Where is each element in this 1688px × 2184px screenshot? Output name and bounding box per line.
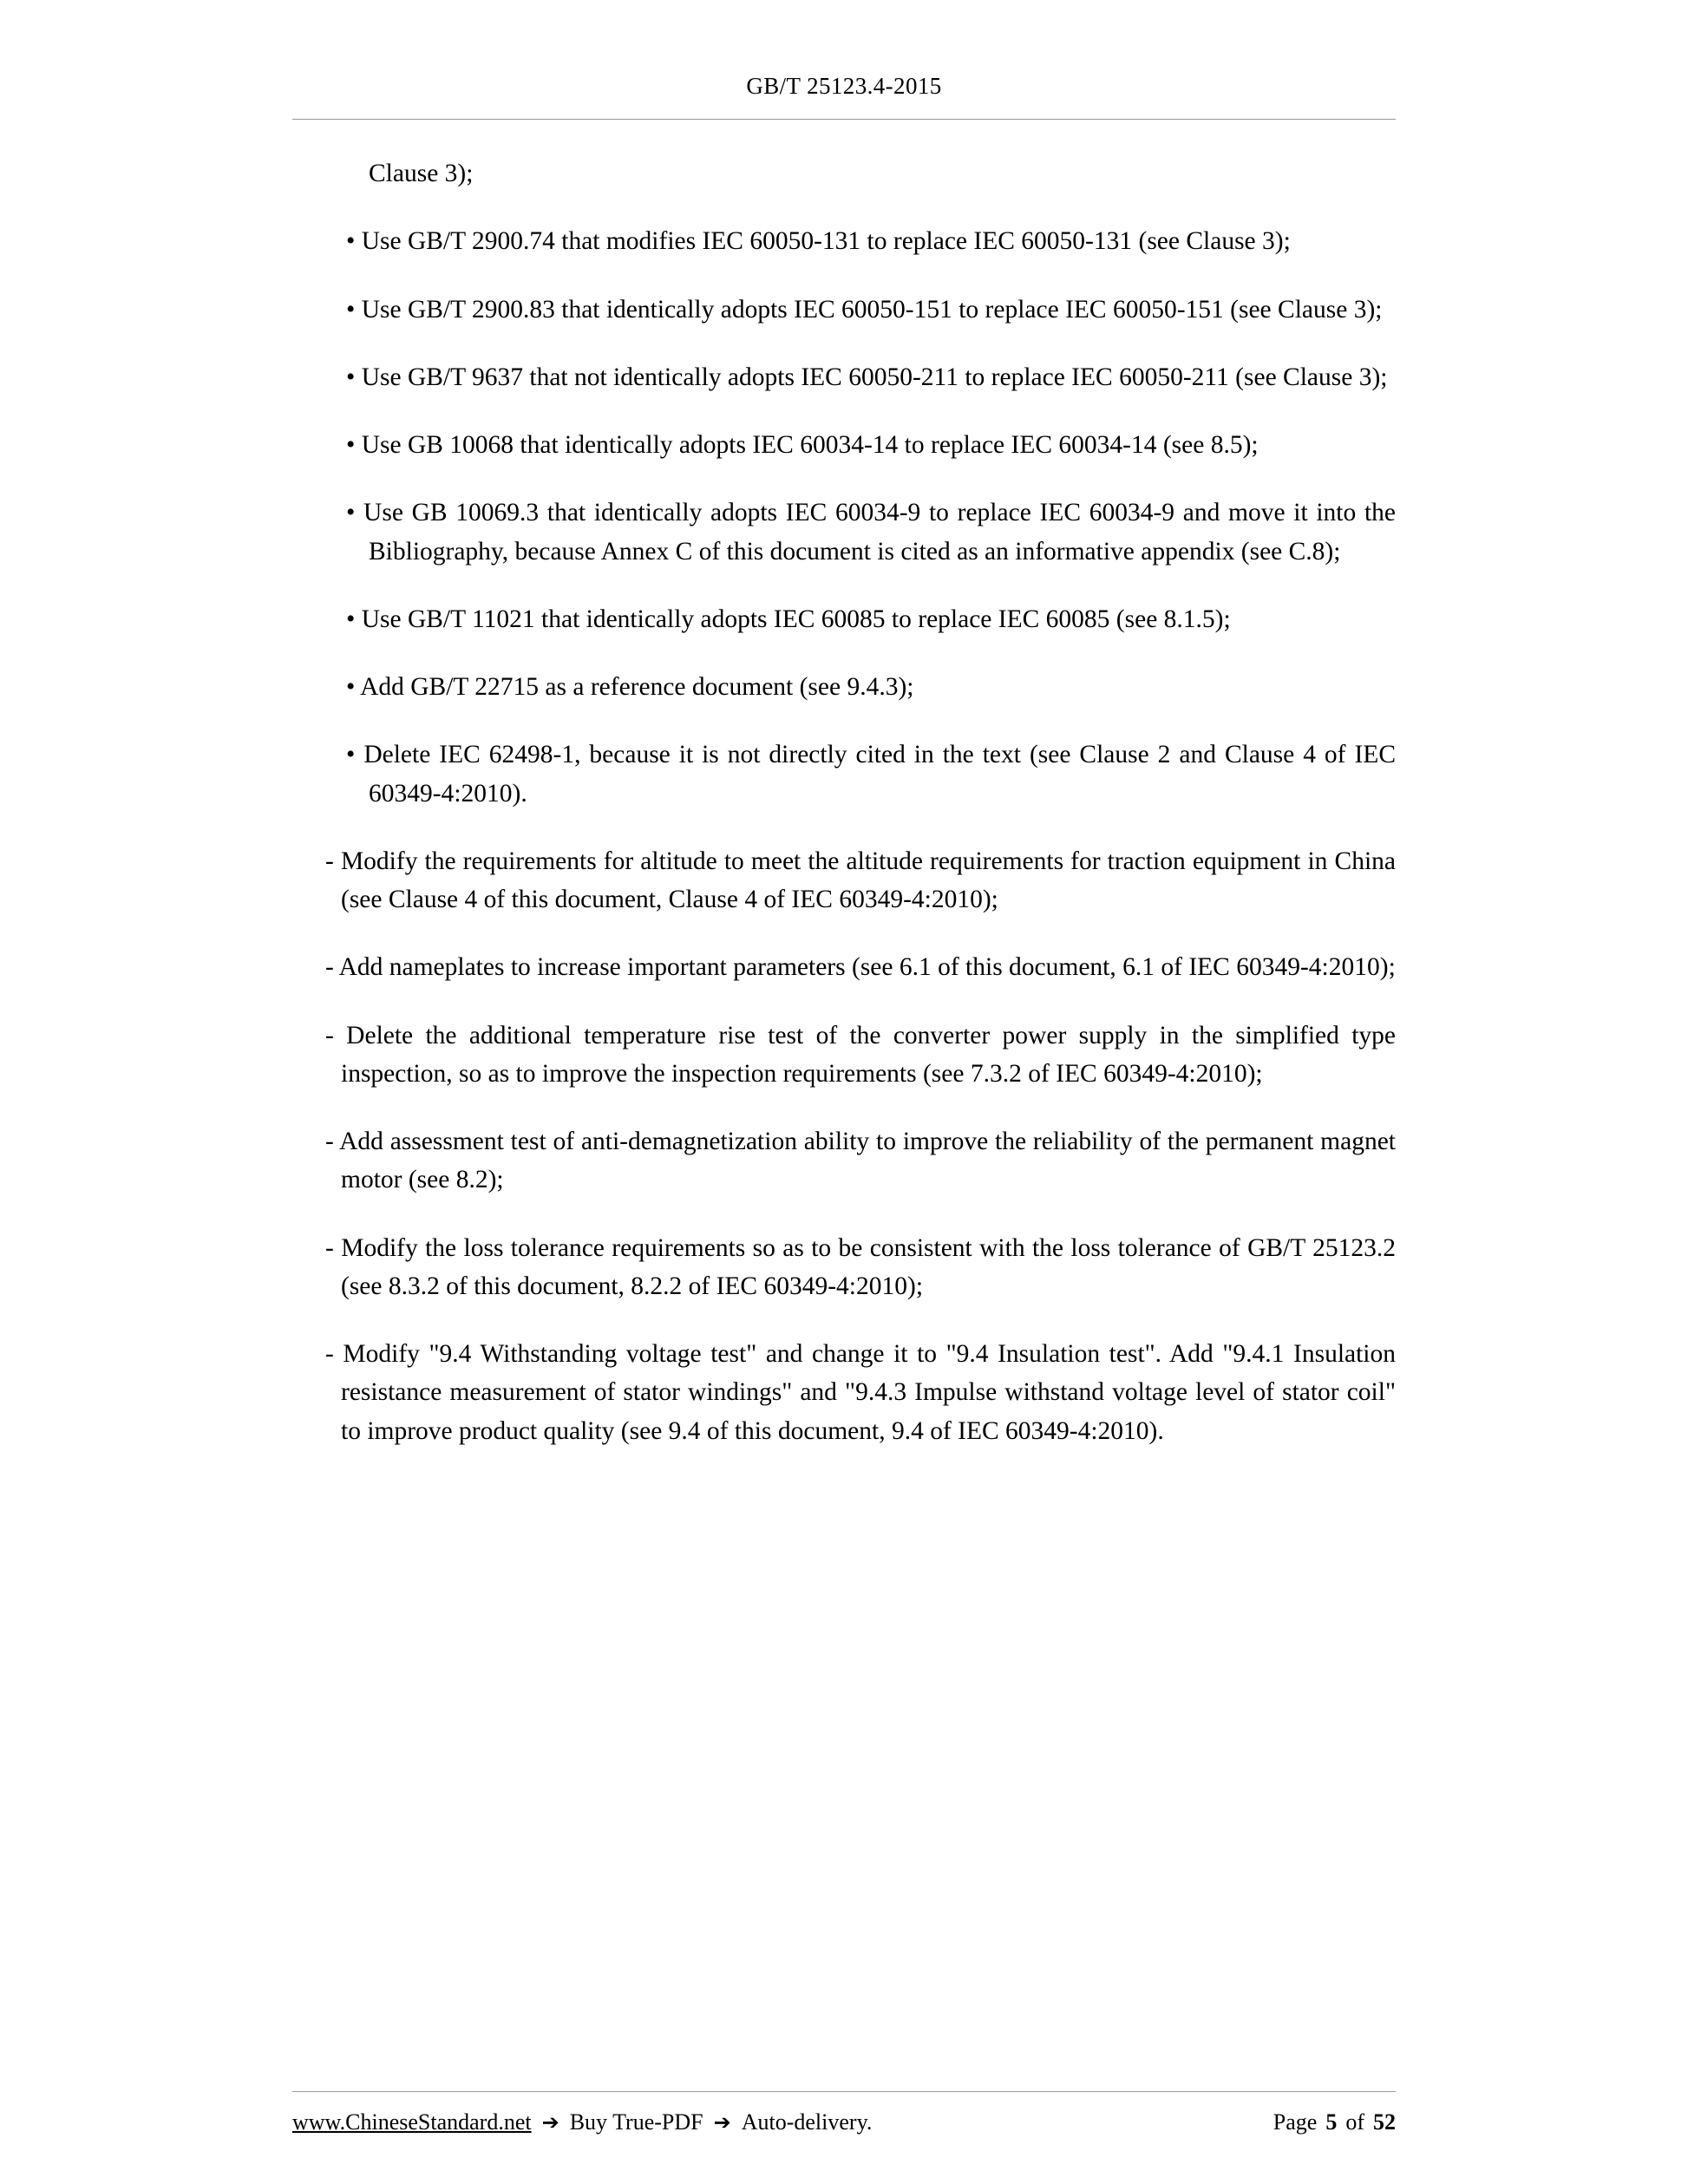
list-item-text: Add assessment test of anti-demagnetization ability to improve the reliability of the permanent magnet motor (see 8.2); <box>339 1128 1396 1194</box>
list-item-text: Use GB/T 2900.83 that identically adopts IEC 60050-151 to replace IEC 60050-151 (see Clause 3); <box>361 295 1383 324</box>
bullet-marker: • <box>346 295 356 324</box>
list-item-text: Add GB/T 22715 as a reference document (see 9.4.3); <box>360 673 914 701</box>
list-item <box>292 1335 1396 1450</box>
list-item-text: Use GB/T 2900.74 that modifies IEC 60050-131 to replace IEC 60050-131 (see Clause 3); <box>361 227 1291 256</box>
bullet-marker: • <box>346 605 356 633</box>
list-item-text: Delete the additional temperature rise test of the converter power supply in the simplified type inspection, so as to improve the inspection requirements (see 7.3.2 of IEC 60349-4:2010); <box>341 1021 1397 1088</box>
list-item <box>292 948 1396 986</box>
list-item <box>292 1017 1396 1094</box>
list-item-text: Add nameplates to increase important parameters (see 6.1 of this document, 6.1 of IEC 60349-4:2010); <box>338 953 1396 982</box>
continuation-line: Clause 3); <box>369 160 474 187</box>
standard-number: GB/T 25123.4-2015 <box>746 73 942 99</box>
list-item <box>292 222 1396 260</box>
list-item <box>292 668 1396 706</box>
list-item-text: Modify the requirements for altitude to meet the altitude requirements for traction equipment in China (see Clause 4 of this document, Clause 4 of IEC 60349-4:2010); <box>340 847 1397 913</box>
page-content <box>292 120 1396 1450</box>
arrow-right-icon: ➔ <box>541 2110 559 2135</box>
dash-marker: - <box>325 953 334 982</box>
footer-row <box>292 2109 1396 2135</box>
bullet-marker: • <box>346 741 356 769</box>
dash-marker: - <box>325 1128 334 1155</box>
list-item <box>292 494 1396 571</box>
buy-pdf-label[interactable]: Buy True-PDF <box>569 2109 703 2135</box>
list-item <box>292 426 1396 464</box>
list-item <box>292 1229 1396 1306</box>
page-number: 5 <box>1325 2109 1338 2135</box>
website-link[interactable]: www.ChineseStandard.net <box>292 2109 532 2135</box>
dash-marker: - <box>325 1233 334 1262</box>
page-total: 52 <box>1373 2109 1396 2135</box>
arrow-right-icon: ➔ <box>713 2110 731 2135</box>
bullet-marker: • <box>346 673 356 701</box>
list-item-text: Use GB/T 9637 that not identically adopts IEC 60050-211 to replace IEC 60050-211 (see Clause 3); <box>361 363 1388 391</box>
list-item <box>292 600 1396 638</box>
list-item-text: Modify "9.4 Withstanding voltage test" and change it to "9.4 Insulation test". Add "9.4.1 Insulation resistance measurement of stator windings" and "9.4.3 Impulse withstand voltage level of stator coil" to improve product quality (see 9.4 of this document, 9.4 of IEC 60349-4:2010). <box>341 1340 1397 1445</box>
list-item-text: Modify the loss tolerance requirements so as to be consistent with the loss tolerance of GB/T 25123.2 (see 8.3.2 of this document, 8.2.2 of IEC 60349-4:2010); <box>341 1233 1396 1300</box>
of-label: of <box>1345 2109 1364 2135</box>
bullet-marker: • <box>346 363 356 391</box>
footer-left-group <box>292 2109 872 2135</box>
list-item <box>292 358 1396 396</box>
page-footer <box>0 2091 1688 2184</box>
list-item <box>292 842 1396 919</box>
dash-marker: - <box>325 847 334 875</box>
page-label: Page <box>1273 2109 1318 2135</box>
bullet-marker: • <box>346 431 356 459</box>
dash-marker: - <box>325 1340 334 1368</box>
bullet-marker: • <box>346 227 356 256</box>
dash-marker: - <box>325 1021 334 1049</box>
list-item-text: Use GB 10069.3 that identically adopts IEC 60034-9 to replace IEC 60034-9 and move it into the Bibliography, because Annex C of this document is cited as an informative appendix (see C.8); <box>363 499 1396 566</box>
list-item <box>292 736 1396 813</box>
auto-delivery-label: Auto-delivery. <box>741 2109 873 2135</box>
page-header <box>0 0 1688 120</box>
list-item-text: Use GB/T 11021 that identically adopts IEC 60085 to replace IEC 60085 (see 8.1.5); <box>361 605 1231 633</box>
bullet-marker: • <box>346 499 356 527</box>
list-item-text: Use GB 10068 that identically adopts IEC 60034-14 to replace IEC 60034-14 (see 8.5); <box>361 431 1259 459</box>
footer-divider <box>292 2091 1396 2092</box>
list-item <box>292 291 1396 329</box>
list-item <box>292 1122 1396 1200</box>
list-item-text: Delete IEC 62498-1, because it is not directly cited in the text (see Clause 2 and Clause 4 of IEC 60349-4:2010). <box>363 741 1396 808</box>
page-indicator <box>1273 2109 1396 2135</box>
